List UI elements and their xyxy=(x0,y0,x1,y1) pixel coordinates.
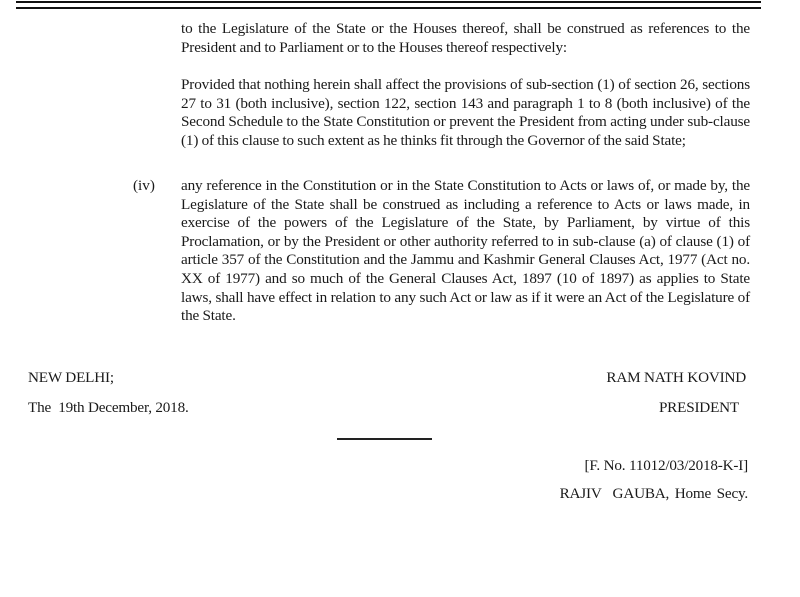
top-rule-upper xyxy=(16,1,761,3)
clause-text: any reference in the Constitution or in the State Constitution to Acts or laws of, or made by, the Legislature of the State shall be construed as including a reference to Acts or laws made, in exercise of the powers of the Legislature of the State, by Parliament, by virtue of this Proclamation, or by the President or other authority referred to in sub-clause (a) of clause (1) of article 357 of the Constitution and the Jammu and Kashmir General Clauses Act, 1977 (Act no. XX of 1977) and so much of the General Clauses Act, 1897 (10 of 1897) as applies to State laws, shall have effect in relation to any such Act or law as if it were an Act of the Legislature of the State. xyxy=(181,177,750,325)
signatory-name: RAM NATH KOVIND xyxy=(606,369,746,386)
secretary-signature: RAJIV GAUBA, Home Secy. xyxy=(559,485,748,502)
place-line: NEW DELHI; xyxy=(28,369,114,386)
date-line: The 19th December, 2018. xyxy=(28,399,189,416)
top-rule-lower xyxy=(16,7,761,9)
separator-rule xyxy=(337,438,432,440)
paragraph-proviso: Provided that nothing herein shall affect the provisions of sub-section (1) of section 26, sections 27 to 31 (both inclusive), section 122, section 143 and paragraph 1 to 8 (both inclusive) of the Second Schedule to the State Constitution or prevent the President from acting under sub-clause (1) of this clause to such extent as he thinks fit through the Governor of the said State; xyxy=(181,76,750,149)
file-number: [F. No. 11012/03/2018-K-I] xyxy=(584,457,748,474)
paragraph-continuation: to the Legislature of the State or the Houses thereof, shall be construed as references to the President and to Parliament or to the Houses thereof respectively: xyxy=(181,20,750,56)
signatory-title: PRESIDENT xyxy=(658,399,739,416)
clause-number: (iv) xyxy=(133,177,155,194)
